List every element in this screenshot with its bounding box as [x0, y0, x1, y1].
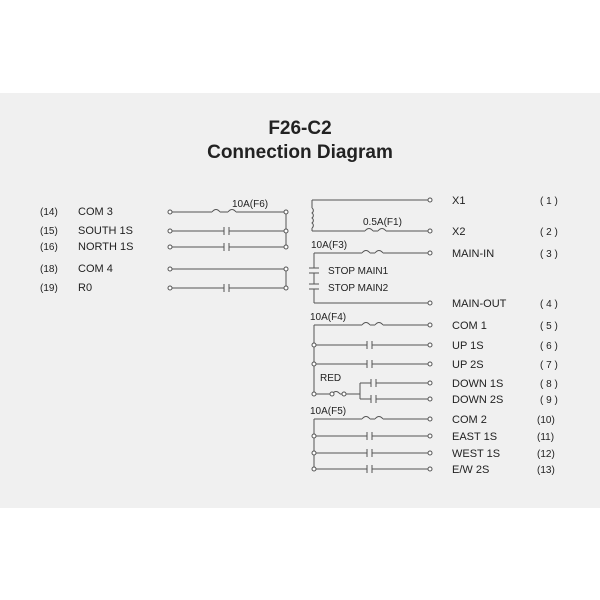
right-terminal-num: (13): [537, 465, 555, 476]
left-terminal-num: (18): [40, 264, 58, 275]
fuse-f5-label: 10A(F5): [310, 406, 347, 417]
right-terminal-label: X1: [452, 195, 466, 207]
right-terminal-num: (10): [537, 415, 555, 426]
stop-main2-label: STOP MAIN2: [328, 283, 389, 294]
red-label: RED: [320, 373, 342, 384]
left-terminal-num: (16): [40, 242, 58, 253]
right-terminal-num: ( 8 ): [540, 379, 558, 390]
right-terminal-label: MAIN-OUT: [452, 298, 507, 310]
right-terminal-num: ( 3 ): [540, 249, 558, 260]
right-terminal-label: UP 2S: [452, 359, 484, 371]
fuse-f4-label: 10A(F4): [310, 312, 347, 323]
right-terminal-label: EAST 1S: [452, 431, 498, 443]
transformer-circuit: [312, 198, 432, 233]
right-terminal-label: DOWN 1S: [452, 378, 504, 390]
left-terminal-label: R0: [78, 282, 93, 294]
right-terminal-label: COM 2: [452, 414, 487, 426]
right-terminal-label: UP 1S: [452, 340, 484, 352]
left-terminal-label: SOUTH 1S: [78, 225, 134, 237]
left-terminal-label: NORTH 1S: [78, 241, 134, 253]
fuse-f1-label: 0.5A(F1): [363, 217, 402, 228]
left-circuit: [168, 199, 288, 292]
right-terminal-label: DOWN 2S: [452, 394, 504, 406]
com1-circuit: [310, 312, 432, 403]
right-terminal-num: ( 2 ): [540, 227, 558, 238]
right-terminal-num: ( 4 ): [540, 299, 558, 310]
right-terminal-num: (12): [537, 449, 555, 460]
right-terminal-num: ( 7 ): [540, 360, 558, 371]
left-terminal-label: COM 4: [78, 263, 113, 275]
right-terminal-num: ( 1 ): [540, 196, 558, 207]
stop-main1-label: STOP MAIN1: [328, 266, 389, 277]
left-terminal-label: COM 3: [78, 206, 113, 218]
right-terminal-num: ( 5 ): [540, 321, 558, 332]
diagram-subtitle: Connection Diagram: [207, 142, 393, 163]
left-terminal-num: (14): [40, 207, 58, 218]
main-circuit: [309, 240, 432, 305]
fuse-f3-label: 10A(F3): [311, 240, 348, 251]
com2-circuit: [310, 406, 432, 473]
right-terminal-label: COM 1: [452, 320, 487, 332]
diagram-title: F26-C2: [268, 118, 332, 139]
left-terminal-num: (15): [40, 226, 58, 237]
right-terminal-num: ( 6 ): [540, 341, 558, 352]
right-terminal-num: ( 9 ): [540, 395, 558, 406]
fuse-f6-label: 10A(F6): [232, 199, 269, 210]
left-terminal-num: (19): [40, 283, 58, 294]
right-terminal-label: X2: [452, 226, 466, 238]
right-terminal-label: E/W 2S: [452, 464, 490, 476]
right-terminal-num: (11): [537, 432, 555, 443]
right-terminal-label: WEST 1S: [452, 448, 501, 460]
right-terminal-label: MAIN-IN: [452, 248, 495, 260]
